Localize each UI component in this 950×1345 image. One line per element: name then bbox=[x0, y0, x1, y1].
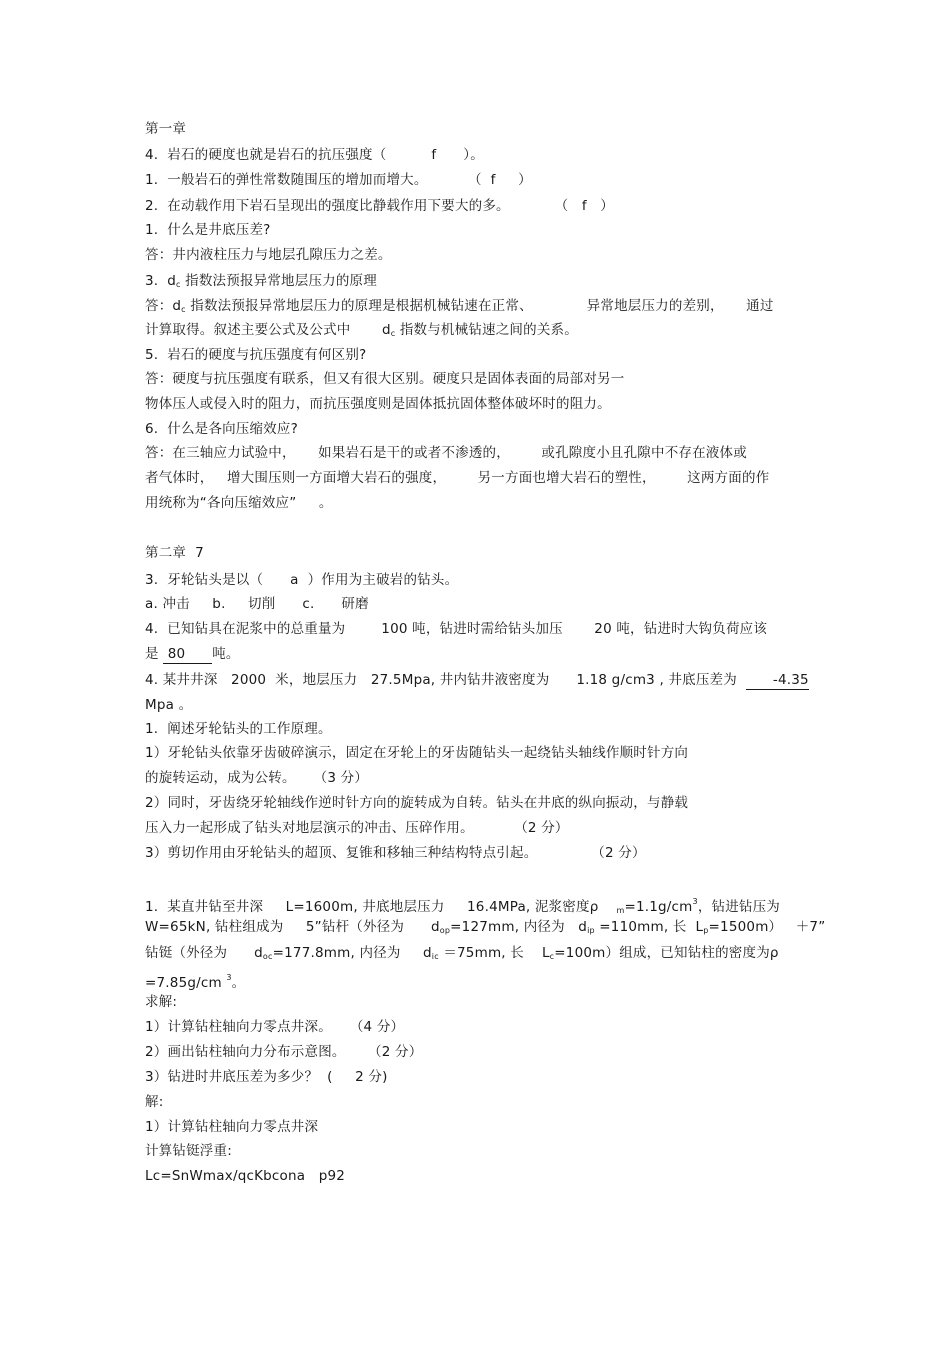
fill-question-4b-line-1: 4. 某井井深 2000 米，地层压力 27.5Mpa, 井内钻井液密度为 1.18 g/cm3 , 井底压差为 -4.35 bbox=[145, 672, 809, 688]
tf-question-2: 2. 在动载作用下岩石呈现出的强度比静载作用下要大的多。 （ f ） bbox=[145, 198, 614, 214]
choice-question-3: 3. 牙轮钻头是以（ a ）作用为主破岩的钻头。 bbox=[145, 572, 459, 588]
short-answer-6-line-2: 者气体时， 增大围压则一方面增大岩石的强度， 另一方面也增大岩石的塑性， 这两方面的作 bbox=[145, 470, 770, 486]
fill-question-4a-line-2: 是 80 吨。 bbox=[145, 646, 240, 662]
chapter-2-heading: 第二章 7 bbox=[145, 545, 204, 561]
calc-solution-step-1: 1）计算钻柱轴向力零点井深 bbox=[145, 1119, 319, 1135]
answer-mark: f bbox=[581, 198, 587, 214]
tf-question-4: 4. 岩石的硬度也就是岩石的抗压强度（ f ）。 bbox=[145, 147, 484, 163]
choice-options: a. 冲击 b. 切削 c. 研磨 bbox=[145, 596, 369, 612]
short-answer-6-line-1: 答：在三轴应力试验中， 如果岩石是干的或者不渗透的， 或孔隙度小且孔隙中不存在液体或 bbox=[145, 445, 747, 461]
short-answer-ch2-line-3: 2）同时，牙齿绕牙轮轴线作逆时针方向的旋转成为自转。钻头在井底的纵向振动，与静载 bbox=[145, 795, 689, 811]
calc-problem-line-2: W=65kN, 钻柱组成为 5”钻杆（外径为 $d_{op}=127mm$, 内径为 $d_{ip} =110mm$, 长 $L_p=1500m) +7$” bbox=[145, 919, 826, 935]
short-question-1-ch2: 1. 阐述牙轮钻头的工作原理。 bbox=[145, 721, 332, 737]
short-answer-ch2-line-5: 3）剪切作用由牙轮钻头的超顶、复锥和移轴三种结构特点引起。 （2 分） bbox=[145, 845, 646, 861]
chapter-1-heading: 第一章 bbox=[145, 121, 187, 137]
short-answer-5-line-2: 物体压人或侵入时的阻力，而抗压强度则是固体抵抗固体整体破坏时的阻力。 bbox=[145, 396, 611, 412]
short-question-5: 5. 岩石的硬度与抗压强度有何区别? bbox=[145, 347, 367, 363]
short-question-6: 6. 什么是各向压缩效应? bbox=[145, 421, 298, 437]
answer-mark: f bbox=[490, 172, 496, 188]
answer-blank: -4.35 bbox=[745, 672, 809, 688]
answer-blank: 80 bbox=[163, 646, 213, 662]
fill-question-4b-line-2: Mpa 。 bbox=[145, 697, 193, 713]
tf-question-1: 1. 一般岩石的弹性常数随围压的增加而增大。 （ f ） bbox=[145, 172, 532, 188]
short-answer-6-line-3: 用统称为“各向压缩效应” 。 bbox=[145, 495, 333, 511]
fill-question-4a-line-1: 4. 已知钻具在泥浆中的总重量为 100 吨，钻进时需给钻头加压 20 吨，钻进时大钩负荷应该 bbox=[145, 621, 768, 637]
calc-task-1: 1）计算钻柱轴向力零点井深。 （4 分） bbox=[145, 1019, 405, 1035]
short-answer-3-line-2: 计算取得。叙述主要公式及公式中 $d_c$ 指数与机械钻速之间的关系。 bbox=[145, 322, 578, 338]
calc-problem-line-1: 1. 某直井钻至井深 L=1600m, 井底地层压力 16.4MPa, 泥浆密度ρ $_m=1.1g/cm^3$，钻进钻压为 bbox=[145, 897, 781, 915]
calc-solution-step-2: 计算钻铤浮重: bbox=[145, 1143, 232, 1159]
calc-problem-line-3: 钻铤（外径为 $d_{oc}=177.8mm$, 内径为 $d_{ic} =75mm$, 长 $L_c=100m$）组成，已知钻柱的密度为ρ bbox=[145, 945, 779, 961]
calc-task-2: 2）画出钻柱轴向力分布示意图。 （2 分） bbox=[145, 1044, 423, 1060]
answer-mark: f bbox=[431, 147, 437, 163]
calc-task-3: 3）钻进时井底压差为多少？ ( 2 分) bbox=[145, 1069, 388, 1085]
short-question-1: 1. 什么是井底压差? bbox=[145, 222, 271, 238]
short-question-3: 3. $d_c$ 指数法预报异常地层压力的原理 bbox=[145, 273, 377, 289]
short-answer-3-line-1: 答：$d_c$ 指数法预报异常地层压力的原理是根据机械钻速在正常、 异常地层压力的差别， 通过 bbox=[145, 298, 774, 314]
calc-solution-label: 解: bbox=[145, 1094, 164, 1110]
short-answer-ch2-line-2: 的旋转运动，成为公转。 （3 分） bbox=[145, 770, 369, 786]
answer-mark: a bbox=[290, 572, 299, 588]
short-answer-ch2-line-1: 1）牙轮钻头依靠牙齿破碎演示，固定在牙轮上的牙齿随钻头一起绕钻头轴线作顺时针方向 bbox=[145, 745, 689, 761]
short-answer-1: 答：井内液柱压力与地层孔隙压力之差。 bbox=[145, 247, 392, 263]
short-answer-ch2-line-4: 压入力一起形成了钻头对地层演示的冲击、压碎作用。 （2 分） bbox=[145, 820, 569, 836]
calc-solution-formula: Lc=SnWmax/qcKbcona p92 bbox=[145, 1168, 346, 1184]
short-answer-5-line-1: 答：硬度与抗压强度有联系，但又有很大区别。硬度只是固体表面的局部对另一 bbox=[145, 371, 625, 387]
calc-ask: 求解: bbox=[145, 994, 178, 1010]
calc-problem-line-4: =7.85g/cm $^3$。 bbox=[145, 973, 246, 991]
